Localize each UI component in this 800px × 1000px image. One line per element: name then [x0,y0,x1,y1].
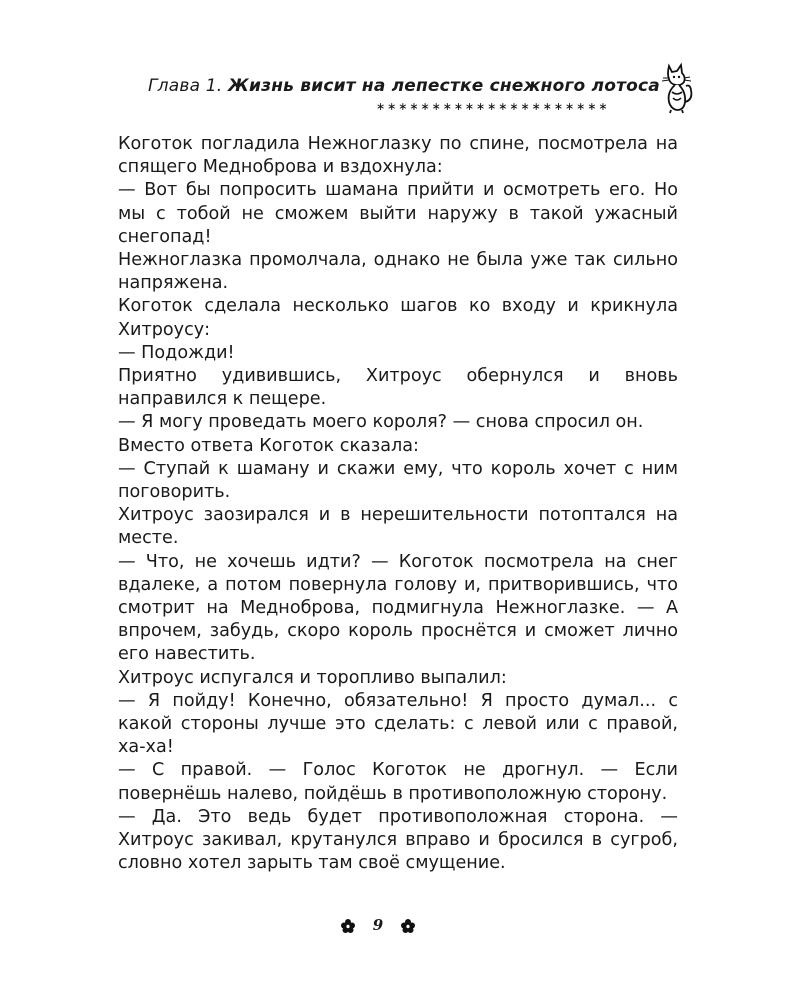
paw-flower-icon [340,918,356,934]
paragraph: — С правой. — Голос Коготок не дрогнул. — Если повернёшь налево, пойдёшь в противоположную сторону. [118,760,678,804]
page-number: 9 [372,916,384,934]
paragraph: — Я могу проведать моего короля? — снова спросил он. [118,412,644,433]
paragraph: Коготок погладила Нежноглазку по спине, посмотрела на спящего Медноброва и вздохнула: [118,134,678,178]
chapter-title: Жизнь висит на лепестке снежного лотоса [228,76,660,96]
paragraph: Хитроус испугался и торопливо выпалил: [118,667,507,688]
paragraph: — Ступай к шаману и скажи ему, что король хочет с ним поговорить. [118,458,678,503]
cat-figure-icon [655,62,697,114]
paragraph: Коготок сделала несколько шагов ко входу и крикнула Хитроусу: [118,296,678,340]
chapter-heading [148,76,660,96]
paw-flower-icon [400,918,416,934]
paragraph: — Что, не хочешь идти? — Коготок посмотрела на снег вдалеке, а потом повернула голову и, притворившись, что смотрит на Медноброва, подмигнула Нежноглазке. — А впрочем, забудь, скоро король проснётся и сможет лично его навестить. [118,551,678,665]
paragraph: — Подожди! [118,342,235,363]
paragraph: — Вот бы попросить шамана прийти и осмотреть его. Но мы с тобой не сможем выйти наружу в такой ужасный снегопад! [118,180,678,247]
page-footer [0,916,800,940]
paragraph: Приятно удивившись, Хитроус обернулся и вновь направился к пещере. [118,366,678,410]
paragraph: Вместо ответа Коготок сказала: [118,435,419,456]
paragraph: Хитроус заозирался и в нерешительности потоптался на месте. [118,505,678,549]
running-header [0,62,800,122]
paragraph: — Я пойду! Конечно, обязательно! Я просто думал... с какой стороны лучше это сделать: с левой или с правой, ха-ха! [118,690,678,758]
star-divider: ∗∗∗∗∗∗∗∗∗∗∗∗∗∗∗∗∗∗∗∗∗ [376,100,610,113]
chapter-label: Глава 1. [148,76,223,96]
main-text [118,133,678,876]
paragraph: — Да. Это ведь будет противоположная сторона. — Хитроус закивал, крутанулся вправо и бросился в сугроб, словно хотел зарыть там своё смущение. [118,806,678,874]
paragraph: Нежноглазка промолчала, однако не была уже так сильно напряжена. [118,250,678,294]
